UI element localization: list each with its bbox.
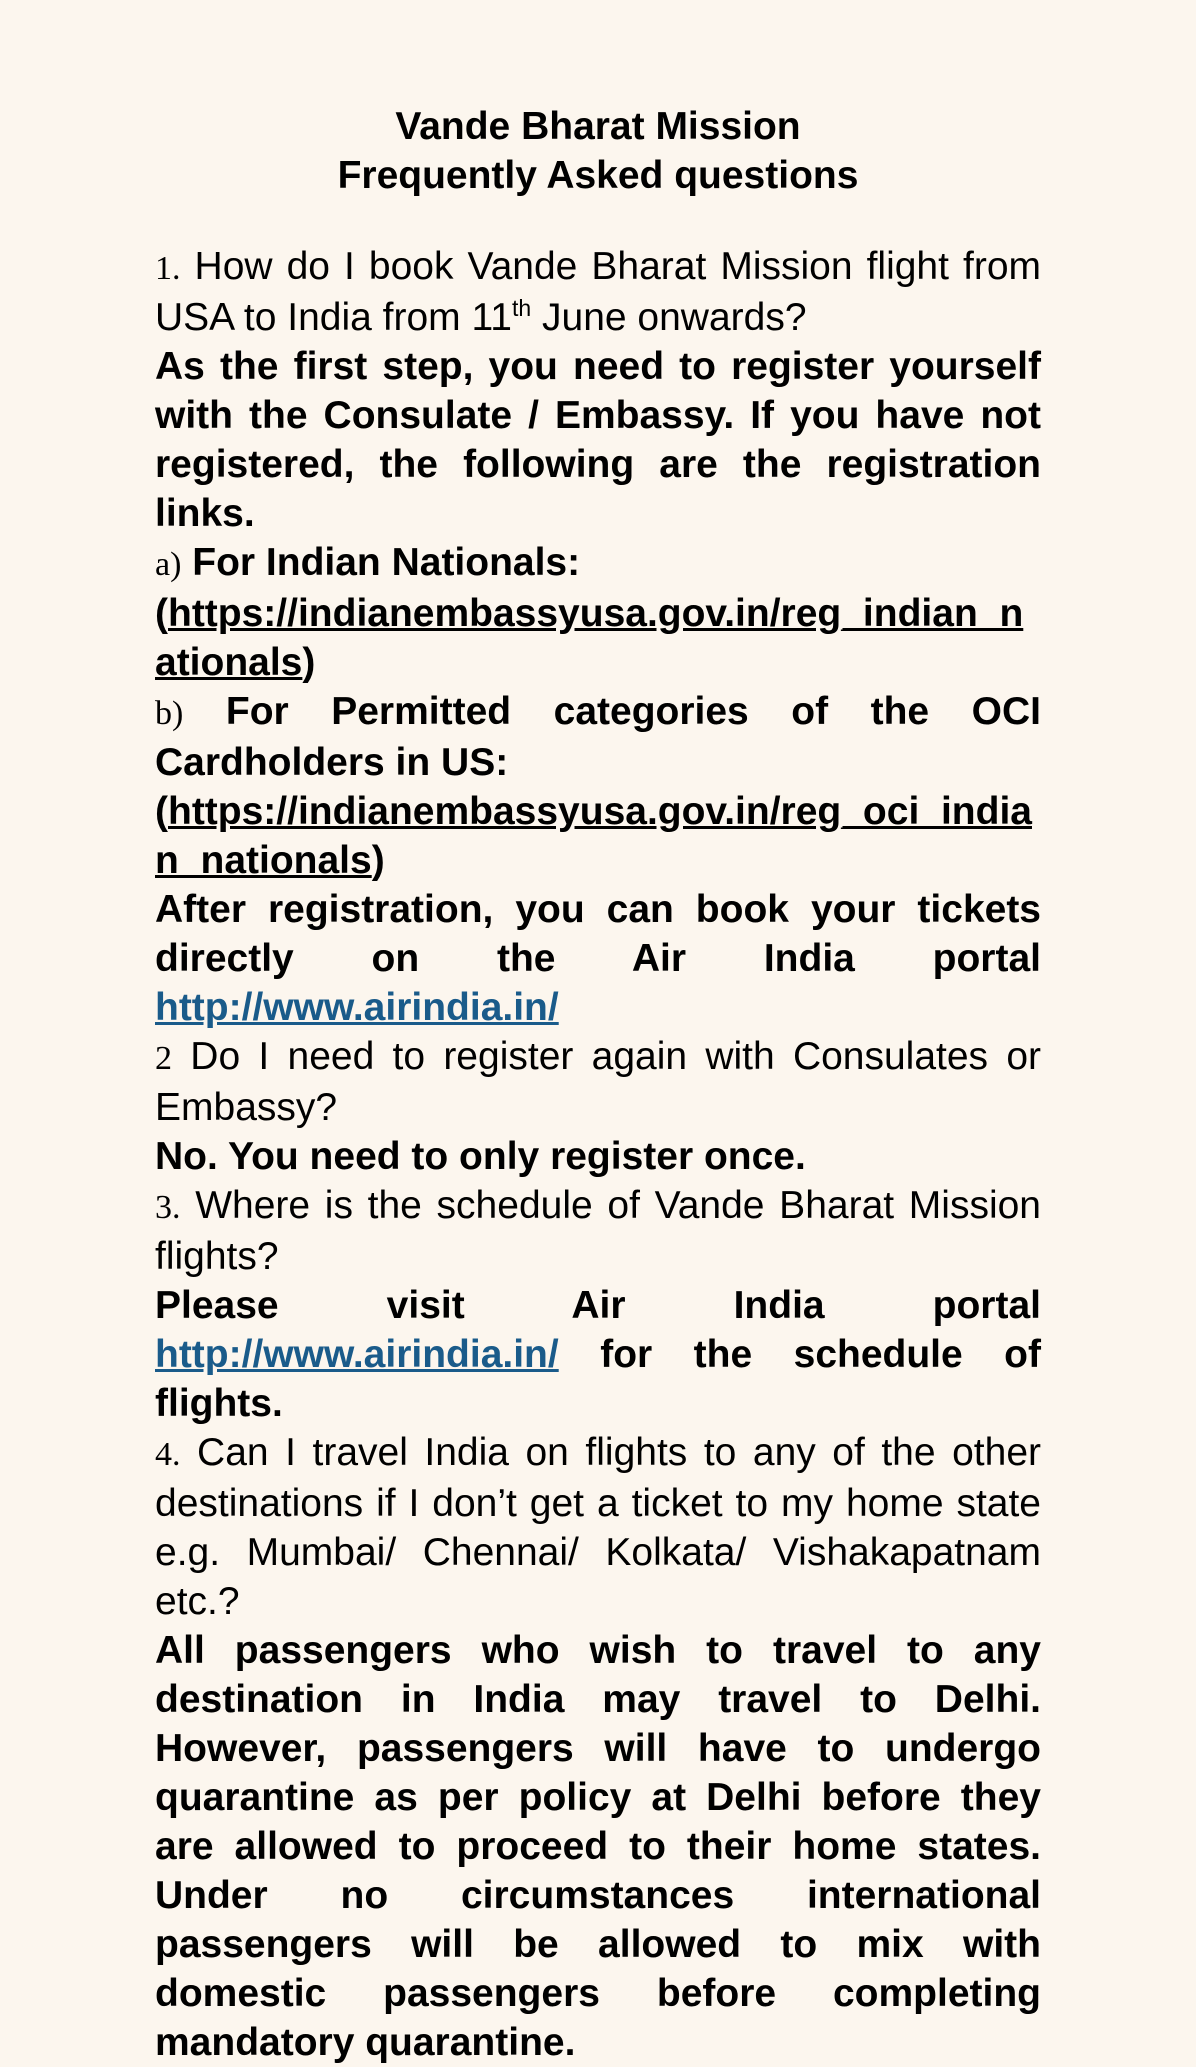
question-number: 4. (155, 1436, 181, 1473)
faq-question-2 (155, 1032, 1041, 1132)
faq-content (155, 242, 1041, 2067)
air-india-portal-link[interactable]: http://www.airindia.in/ (155, 1333, 559, 1376)
air-india-portal-link[interactable]: http://www.airindia.in/ (155, 986, 559, 1029)
ordinal-suffix: th (511, 295, 532, 321)
list-marker-b: b) (155, 695, 184, 732)
faq-answer-3 (155, 1281, 1041, 1428)
question-number: 3. (155, 1189, 181, 1226)
question-text: Do I need to register again with Consulates or Embassy? (155, 1035, 1041, 1129)
faq-question-4 (155, 1428, 1041, 1626)
question-number: 1. (155, 250, 181, 287)
document-title: Vande Bharat Mission (395, 105, 801, 148)
question-text: Can I travel India on flights to any of the other destinations if I don’t get a ticket to my home state e.g. Mumbai/ Chennai/ Kolkata/ Vishakapatnam etc.? (155, 1431, 1041, 1623)
registration-link-a: a) For Indian Nationals: (https://indianembassyusa.gov.in/reg_indian_nationals) (155, 541, 1024, 684)
booking-info (155, 885, 1041, 1032)
faq-question-3 (155, 1181, 1041, 1281)
booking-line-2: directly on the Air India portal (155, 937, 1041, 980)
booking-line-1: After registration, you can book your tickets (155, 888, 1041, 931)
answer-rest: for the schedule of flights. (155, 1333, 1041, 1425)
link-b-description: For Permitted categories of the OCI Cardholders in US: (155, 690, 1041, 784)
oci-cardholders-link[interactable]: https://indianembassyusa.gov.in/reg_oci_indian_nationals (155, 790, 1032, 882)
faq-answer-1: As the first step, you need to register yourself with the Consulate / Embassy. If you have not registered, the following are the registration links. (155, 345, 1041, 535)
indian-nationals-link[interactable]: https://indianembassyusa.gov.in/reg_indian_nationals (155, 592, 1024, 684)
registration-link-b (155, 687, 1041, 787)
document-header (0, 102, 1196, 200)
question-text-end: June onwards? (542, 296, 807, 339)
question-text: Where is the schedule of Vande Bharat Mission flights? (155, 1184, 1041, 1278)
question-number: 2 (155, 1040, 172, 1077)
question-text: How do I book Vande Bharat Mission flight from USA to India from 11 (155, 245, 1041, 339)
link-a-description: For Indian Nationals: (192, 541, 581, 584)
faq-answer-2: No. You need to only register once. (155, 1135, 806, 1178)
faq-answer-4: All passengers who wish to travel to any destination in India may travel to Delhi. However, passengers will have to undergo quarantine as per policy at Delhi before they are allowed to proceed to their home states. Under no circumstances international passengers will be allowed to mix with domestic passengers before completing mandatory quarantine. (155, 1629, 1041, 2064)
list-marker-a: a) (155, 546, 182, 583)
faq-question-1 (155, 242, 1041, 342)
answer-line-1: Please visit Air India portal (155, 1284, 1041, 1327)
document-subtitle: Frequently Asked questions (337, 154, 859, 197)
registration-link-b-url-line: (https://indianembassyusa.gov.in/reg_oci_indian_nationals) (155, 790, 1032, 882)
